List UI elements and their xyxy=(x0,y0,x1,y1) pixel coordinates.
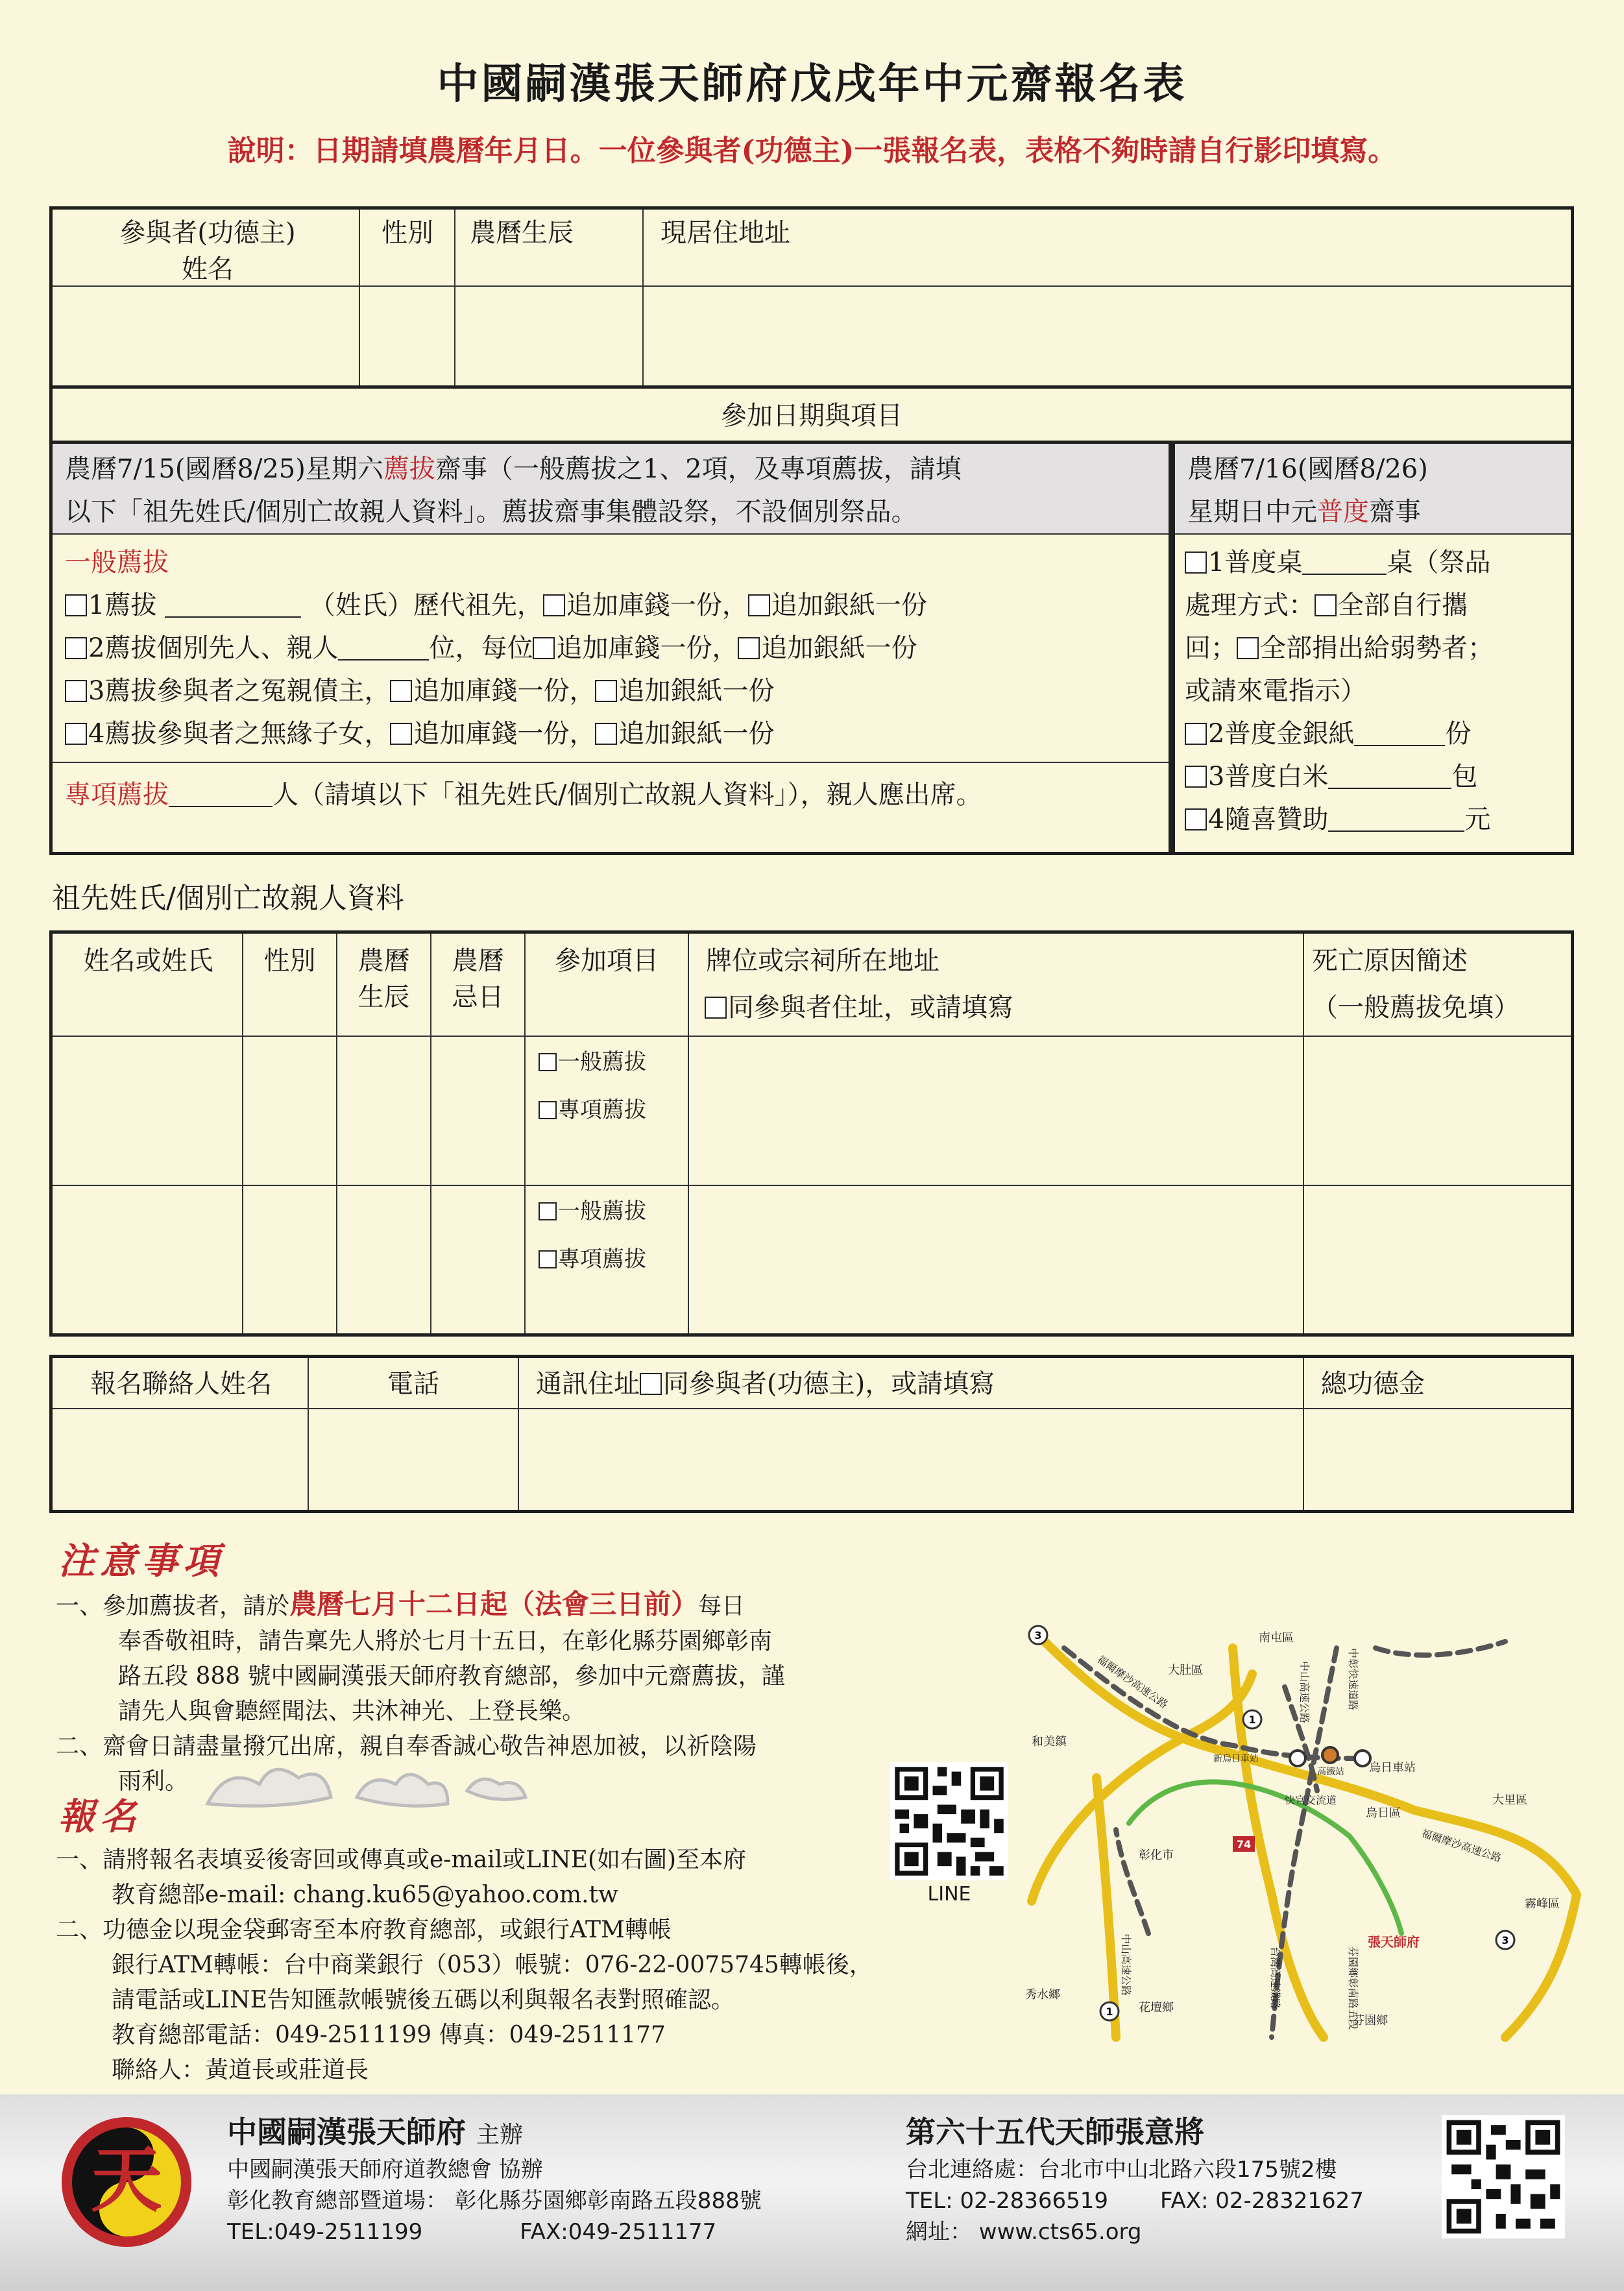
checkbox[interactable] xyxy=(390,680,412,702)
day2-header-line2: 星期日中元普度齋事 xyxy=(1187,497,1421,527)
rice-count-blank[interactable] xyxy=(1328,764,1451,789)
checkbox[interactable] xyxy=(65,637,87,659)
participant-gender-input[interactable] xyxy=(361,288,453,384)
pudu-item-1-line2: 處理方式： 全部自行攜 xyxy=(1185,590,1468,620)
header-address: 現居住地址 xyxy=(661,218,790,248)
day1-header-line2: 以下「祖先姓氏/個別亡故親人資料」。薦拔齋事集體設祭，不設個別祭品。 xyxy=(65,497,917,527)
map-label-logo: 張天師府 xyxy=(1368,1934,1420,1950)
checkbox[interactable] xyxy=(1237,637,1259,659)
location-map xyxy=(1012,1622,1583,2076)
checkbox[interactable] xyxy=(539,1101,557,1119)
special-item: 專項薦拔 人（請填以下「祖先姓氏/個別亡故親人資料」），親人應出席。 xyxy=(65,780,982,810)
header-ancestor-address-option: 同參與者住址，或請填寫 xyxy=(705,989,1013,1026)
cloud-decoration-icon xyxy=(195,1752,545,1823)
map-label-zhongshan-2: 中山高速公路 xyxy=(1120,1933,1132,1996)
map-label-fuer-bot: 福爾摩沙高速公路 xyxy=(1420,1826,1503,1865)
row2-option-special: 專項薦拔 xyxy=(539,1241,646,1278)
pudu-item-3: 3普度白米 包 xyxy=(1185,758,1477,795)
general-item-4: 4薦拔參與者之無緣子女， 追加庫錢一份， 追加銀紙一份 xyxy=(65,715,774,753)
map-label-changhua: 彰化市 xyxy=(1139,1849,1174,1862)
map-label-zhongzhang: 中彰快速道路 xyxy=(1347,1648,1359,1711)
map-label-interchange: 快官交流道 xyxy=(1285,1794,1337,1806)
header-contact-phone: 電話 xyxy=(387,1369,439,1399)
row1-option-general: 一般薦拔 xyxy=(539,1043,646,1081)
header-ancestor-name: 姓名或姓氏 xyxy=(83,946,213,976)
general-item-2: 2薦拔個別先人、親人 位，每位 追加庫錢一份， 追加銀紙一份 xyxy=(65,629,917,667)
logo-char: 天 xyxy=(91,2138,162,2222)
map-label-wuri: 烏日區 xyxy=(1366,1806,1401,1820)
signup-title: 報名 xyxy=(58,1795,141,1838)
general-item-1: 1薦拔 （姓氏）歷代祖先， 追加庫錢一份， 追加銀紙一份 xyxy=(65,587,927,624)
general-title: 一般薦拔 xyxy=(65,548,169,577)
map-route-1b: 1 xyxy=(1106,2006,1113,2018)
donation-amount-blank[interactable] xyxy=(1328,807,1464,832)
pudu-item-1: 1普度桌 桌（祭品 xyxy=(1185,544,1568,581)
header-death-cause: 死亡原因簡述 xyxy=(1312,946,1468,976)
table-count-blank[interactable] xyxy=(1302,550,1387,575)
checkbox[interactable] xyxy=(533,637,555,659)
page-title: 中國嗣漢張天師府戊戌年中元齋報名表 xyxy=(437,60,1187,108)
participant-name-input[interactable] xyxy=(55,288,357,384)
day2-header: 農曆7/16(國曆8/26) xyxy=(1187,454,1428,484)
checkbox[interactable] xyxy=(65,723,87,745)
header-ancestor-death-1: 農曆 xyxy=(452,946,504,976)
map-route-3b: 3 xyxy=(1501,1934,1509,1946)
checkbox[interactable] xyxy=(595,723,617,745)
checkbox[interactable] xyxy=(1185,723,1207,745)
footer-org: 中國嗣漢張天師府 主辦 xyxy=(227,2115,524,2150)
surname-blank[interactable] xyxy=(165,593,301,618)
tianshi-logo-icon xyxy=(58,2114,195,2250)
signup-list: 一、請將報名表填妥後寄回或傳真或e-mail或LINE(如右圖)至本府 教育總部e-mail: chang.ku65@yahoo.com.tw 二、功德金以現金袋郵寄至本府教育總部，或銀行ATM轉帳 銀行ATM轉帳：台中商業銀行（053）帳號：076-22-0075745轉帳後， 請電話或LINE告知匯款帳號後五碼以利與報名表對照確認。 教育總部電話：049-2511199 傳真：049-2511177 聯絡人：黃道長或莊道長 xyxy=(56,1847,873,2083)
row1-option-special: 專項薦拔 xyxy=(539,1091,646,1129)
checkbox[interactable] xyxy=(738,637,760,659)
pudu-item-1-line3: 回； 全部捐出給弱勢者； xyxy=(1185,633,1494,663)
footer-master: 第六十五代天師張意將 xyxy=(906,2115,1204,2150)
checkbox[interactable] xyxy=(640,1373,662,1395)
notice-title: 注意事項 xyxy=(58,1540,224,1582)
map-label-wufeng: 霧峰區 xyxy=(1525,1897,1560,1911)
header-ancestor-item: 參加項目 xyxy=(555,946,659,976)
website-qr-code-icon[interactable] xyxy=(1442,2115,1565,2238)
map-label-xinwuri: 新烏日車站 xyxy=(1213,1754,1259,1764)
checkbox[interactable] xyxy=(539,1053,557,1071)
notice-list: 一、參加薦拔者，請於農曆七月十二日起（法會三日前）每日 奉香敬祖時，請告稟先人將於七月十五日，在彰化縣芬園鄉彰南 路五段 888 號中國嗣漢張天師府教育總部，參加中元齋薦拔，謹 請先人與會聽經聞法、共沐神光、上登長樂。 二、齋會日請盡量撥冗出席，親自奉香誠心敬告神恩加被，以祈陰陽 雨利。 xyxy=(56,1588,785,1795)
map-label-hemei: 和美鎮 xyxy=(1032,1735,1067,1749)
checkbox[interactable] xyxy=(1315,594,1337,616)
map-label-railway: 台灣高速鐵路 xyxy=(1269,1946,1281,2009)
checkbox[interactable] xyxy=(390,723,412,745)
pudu-item-2: 2普度金銀紙 份 xyxy=(1185,715,1471,753)
header-death-cause-note: （一般薦拔免填） xyxy=(1312,993,1520,1023)
header-ancestor-gender: 性別 xyxy=(263,946,316,976)
header-ancestor-birth-2: 生辰 xyxy=(358,982,410,1012)
participant-address-input[interactable] xyxy=(644,288,1571,384)
map-label-huatan: 花壇鄉 xyxy=(1139,2001,1174,2015)
row2-option-general: 一般薦拔 xyxy=(539,1193,646,1230)
map-label-zhongshan: 中山高速公路 xyxy=(1298,1661,1311,1724)
checkbox[interactable] xyxy=(1185,766,1207,788)
map-label-wuri-station: 烏日車站 xyxy=(1369,1761,1416,1775)
paper-count-blank[interactable] xyxy=(1354,721,1445,746)
header-lunar-birth: 農曆生辰 xyxy=(470,218,574,248)
count-blank[interactable] xyxy=(338,636,429,661)
map-label-xiushui: 秀水鄉 xyxy=(1025,1988,1060,2002)
footer-taipei: 台北連絡處：台北市中山北路六段175號2樓 TEL: 02-28366519 FAX: 02-28321627 網址： www.cts65.org xyxy=(906,2157,1364,2245)
ancestor-section-title: 祖先姓氏/個別亡故親人資料 xyxy=(52,882,404,915)
header-ancestor-address: 牌位或宗祠所在地址 xyxy=(706,946,939,976)
header-contact-address: 通訊住址 同參與者(功德主)，或請填寫 xyxy=(536,1369,995,1399)
checkbox[interactable] xyxy=(1185,552,1207,574)
line-qr-code-icon[interactable] xyxy=(890,1762,1008,1880)
map-route-74: 74 xyxy=(1236,1838,1252,1850)
map-label-gaotie: 高鐵站 xyxy=(1317,1767,1344,1777)
checkbox[interactable] xyxy=(748,594,770,616)
day1-header: 農曆7/15(國曆8/25)星期六薦拔齋事（一般薦拔之1、2項，及專項薦拔，請填 xyxy=(65,454,962,484)
map-label-fuer-top: 福爾摩沙高速公路 xyxy=(1095,1653,1170,1711)
participant-birth-input[interactable] xyxy=(456,288,641,384)
map-route-3a: 3 xyxy=(1034,1629,1042,1642)
checkbox[interactable] xyxy=(1185,808,1207,830)
map-label-fenyuan: 芬園鄉 xyxy=(1353,2014,1388,2028)
map-label-dadu: 大肚區 xyxy=(1168,1664,1203,1677)
general-item-3: 3薦拔參與者之冤親債主， 追加庫錢一份， 追加銀紙一份 xyxy=(65,672,774,710)
header-contact-name: 報名聯絡人姓名 xyxy=(90,1369,272,1399)
map-label-dali: 大里區 xyxy=(1492,1793,1527,1807)
footer-details: 中國嗣漢張天師府道教總會 協辦 彰化教育總部暨道場： 彰化縣芬園鄉彰南路五段888號 TEL:049-2511199 FAX:049-2511177 xyxy=(227,2157,762,2245)
instruction-note: 說明：日期請填農曆年月日。一位參與者(功德主)一張報名表，表格不夠時請自行影印填寫。 xyxy=(227,134,1397,167)
checkbox[interactable] xyxy=(65,680,87,702)
header-participant-name-2: 姓名 xyxy=(182,254,234,284)
dates-header: 參加日期與項目 xyxy=(721,401,903,431)
header-ancestor-birth-1: 農曆 xyxy=(358,946,410,976)
pudu-item-1-line4: 或請來電指示） xyxy=(1185,676,1366,706)
checkbox[interactable] xyxy=(705,997,727,1019)
checkbox[interactable] xyxy=(595,680,617,702)
special-count-blank[interactable] xyxy=(169,782,273,807)
map-route-1a: 1 xyxy=(1248,1714,1256,1726)
pudu-item-4: 4隨喜贊助 元 xyxy=(1185,801,1490,838)
checkbox[interactable] xyxy=(539,1250,557,1268)
map-label-nantun: 南屯區 xyxy=(1259,1631,1294,1645)
checkbox[interactable] xyxy=(543,594,565,616)
header-ancestor-death-2: 忌日 xyxy=(452,982,504,1012)
header-total-donation: 總功德金 xyxy=(1321,1369,1425,1399)
header-gender: 性別 xyxy=(382,218,433,248)
checkbox[interactable] xyxy=(65,594,87,616)
header-participant-name-1: 參與者(功德主) xyxy=(119,218,296,248)
checkbox[interactable] xyxy=(539,1202,557,1220)
map-label-fenyuan-road: 芬園鄉彰南路五段 xyxy=(1347,1946,1359,2030)
qr-label: LINE xyxy=(927,1883,971,1906)
